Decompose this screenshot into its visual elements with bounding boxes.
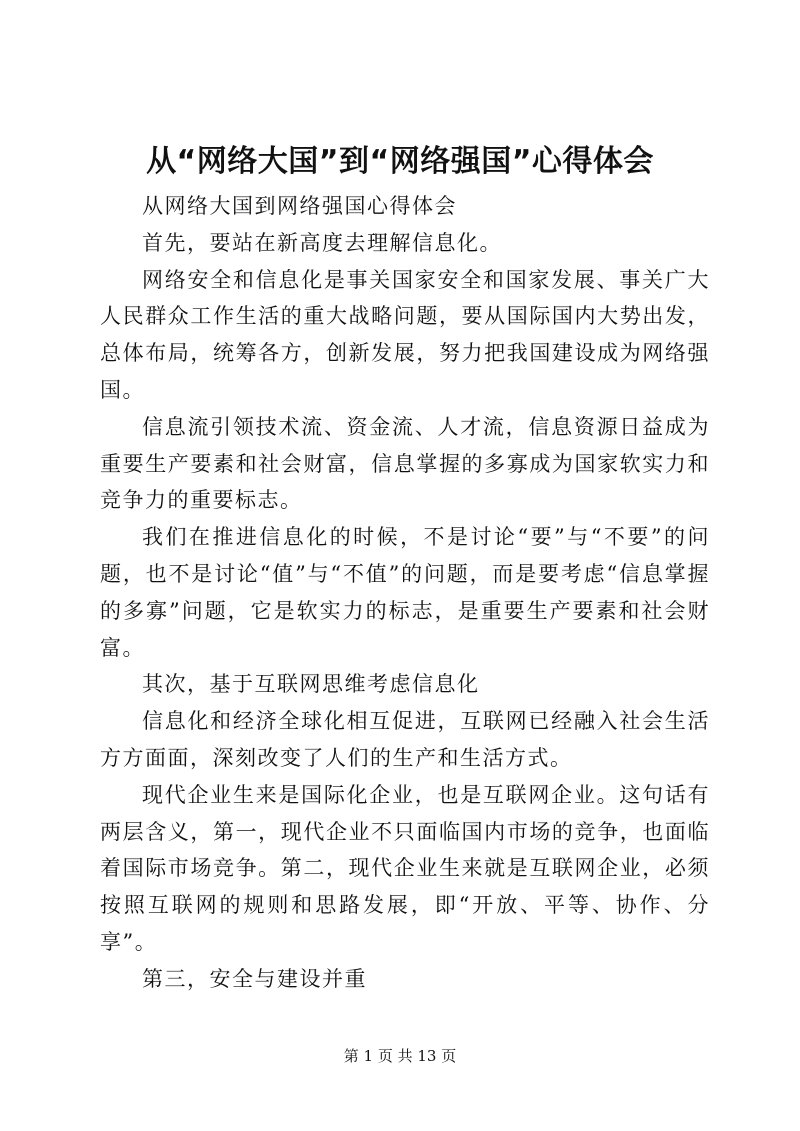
paragraph: 网络安全和信息化是事关国家安全和国家发展、事关广大人民群众工作生活的重大战略问题，要从国际国内大势出发，总体布局，统筹各方，创新发展，努力把我国建设成为网络强国。	[100, 267, 710, 402]
paragraph-subtitle: 从网络大国到网络强国心得体会	[142, 194, 457, 218]
paragraph-second-point: 其次，基于互联网思维考虑信息化	[142, 672, 480, 697]
paragraph: 现代企业生来是国际化企业，也是互联网企业。这句话有两层含义，第一，现代企业不只面临国内市场的竞争，也面临着国际市场竞争。第二，现代企业生来就是互联网企业，必须按照互联网的规则和思路发展，即“开放、平等、协作、分享”。	[100, 782, 710, 954]
paragraph: 信息流引领技术流、资金流、人才流，信息资源日益成为重要生产要素和社会财富，信息掌握的多寡成为国家软实力和竞争力的重要标志。	[100, 414, 710, 513]
paragraph: 我们在推进信息化的时候，不是讨论“要”与“不要”的问题，也不是讨论“值”与“不值”的问题，而是要考虑“信息掌握的多寡”问题，它是软实力的标志，是重要生产要素和社会财富。	[100, 525, 710, 660]
paragraph-third-point: 第三，安全与建设并重	[142, 966, 367, 991]
paragraph-first-point: 首先，要站在新高度去理解信息化。	[142, 230, 502, 255]
page-number-footer: 第 1 页 共 13 页	[343, 1047, 457, 1065]
paragraph: 信息化和经济全球化相互促进，互联网已经融入社会生活方方面面，深刻改变了人们的生产和生活方式。	[100, 709, 710, 770]
document-body	[100, 188, 710, 998]
document-title: 从“网络大国”到“网络强国”心得体会	[146, 144, 654, 179]
